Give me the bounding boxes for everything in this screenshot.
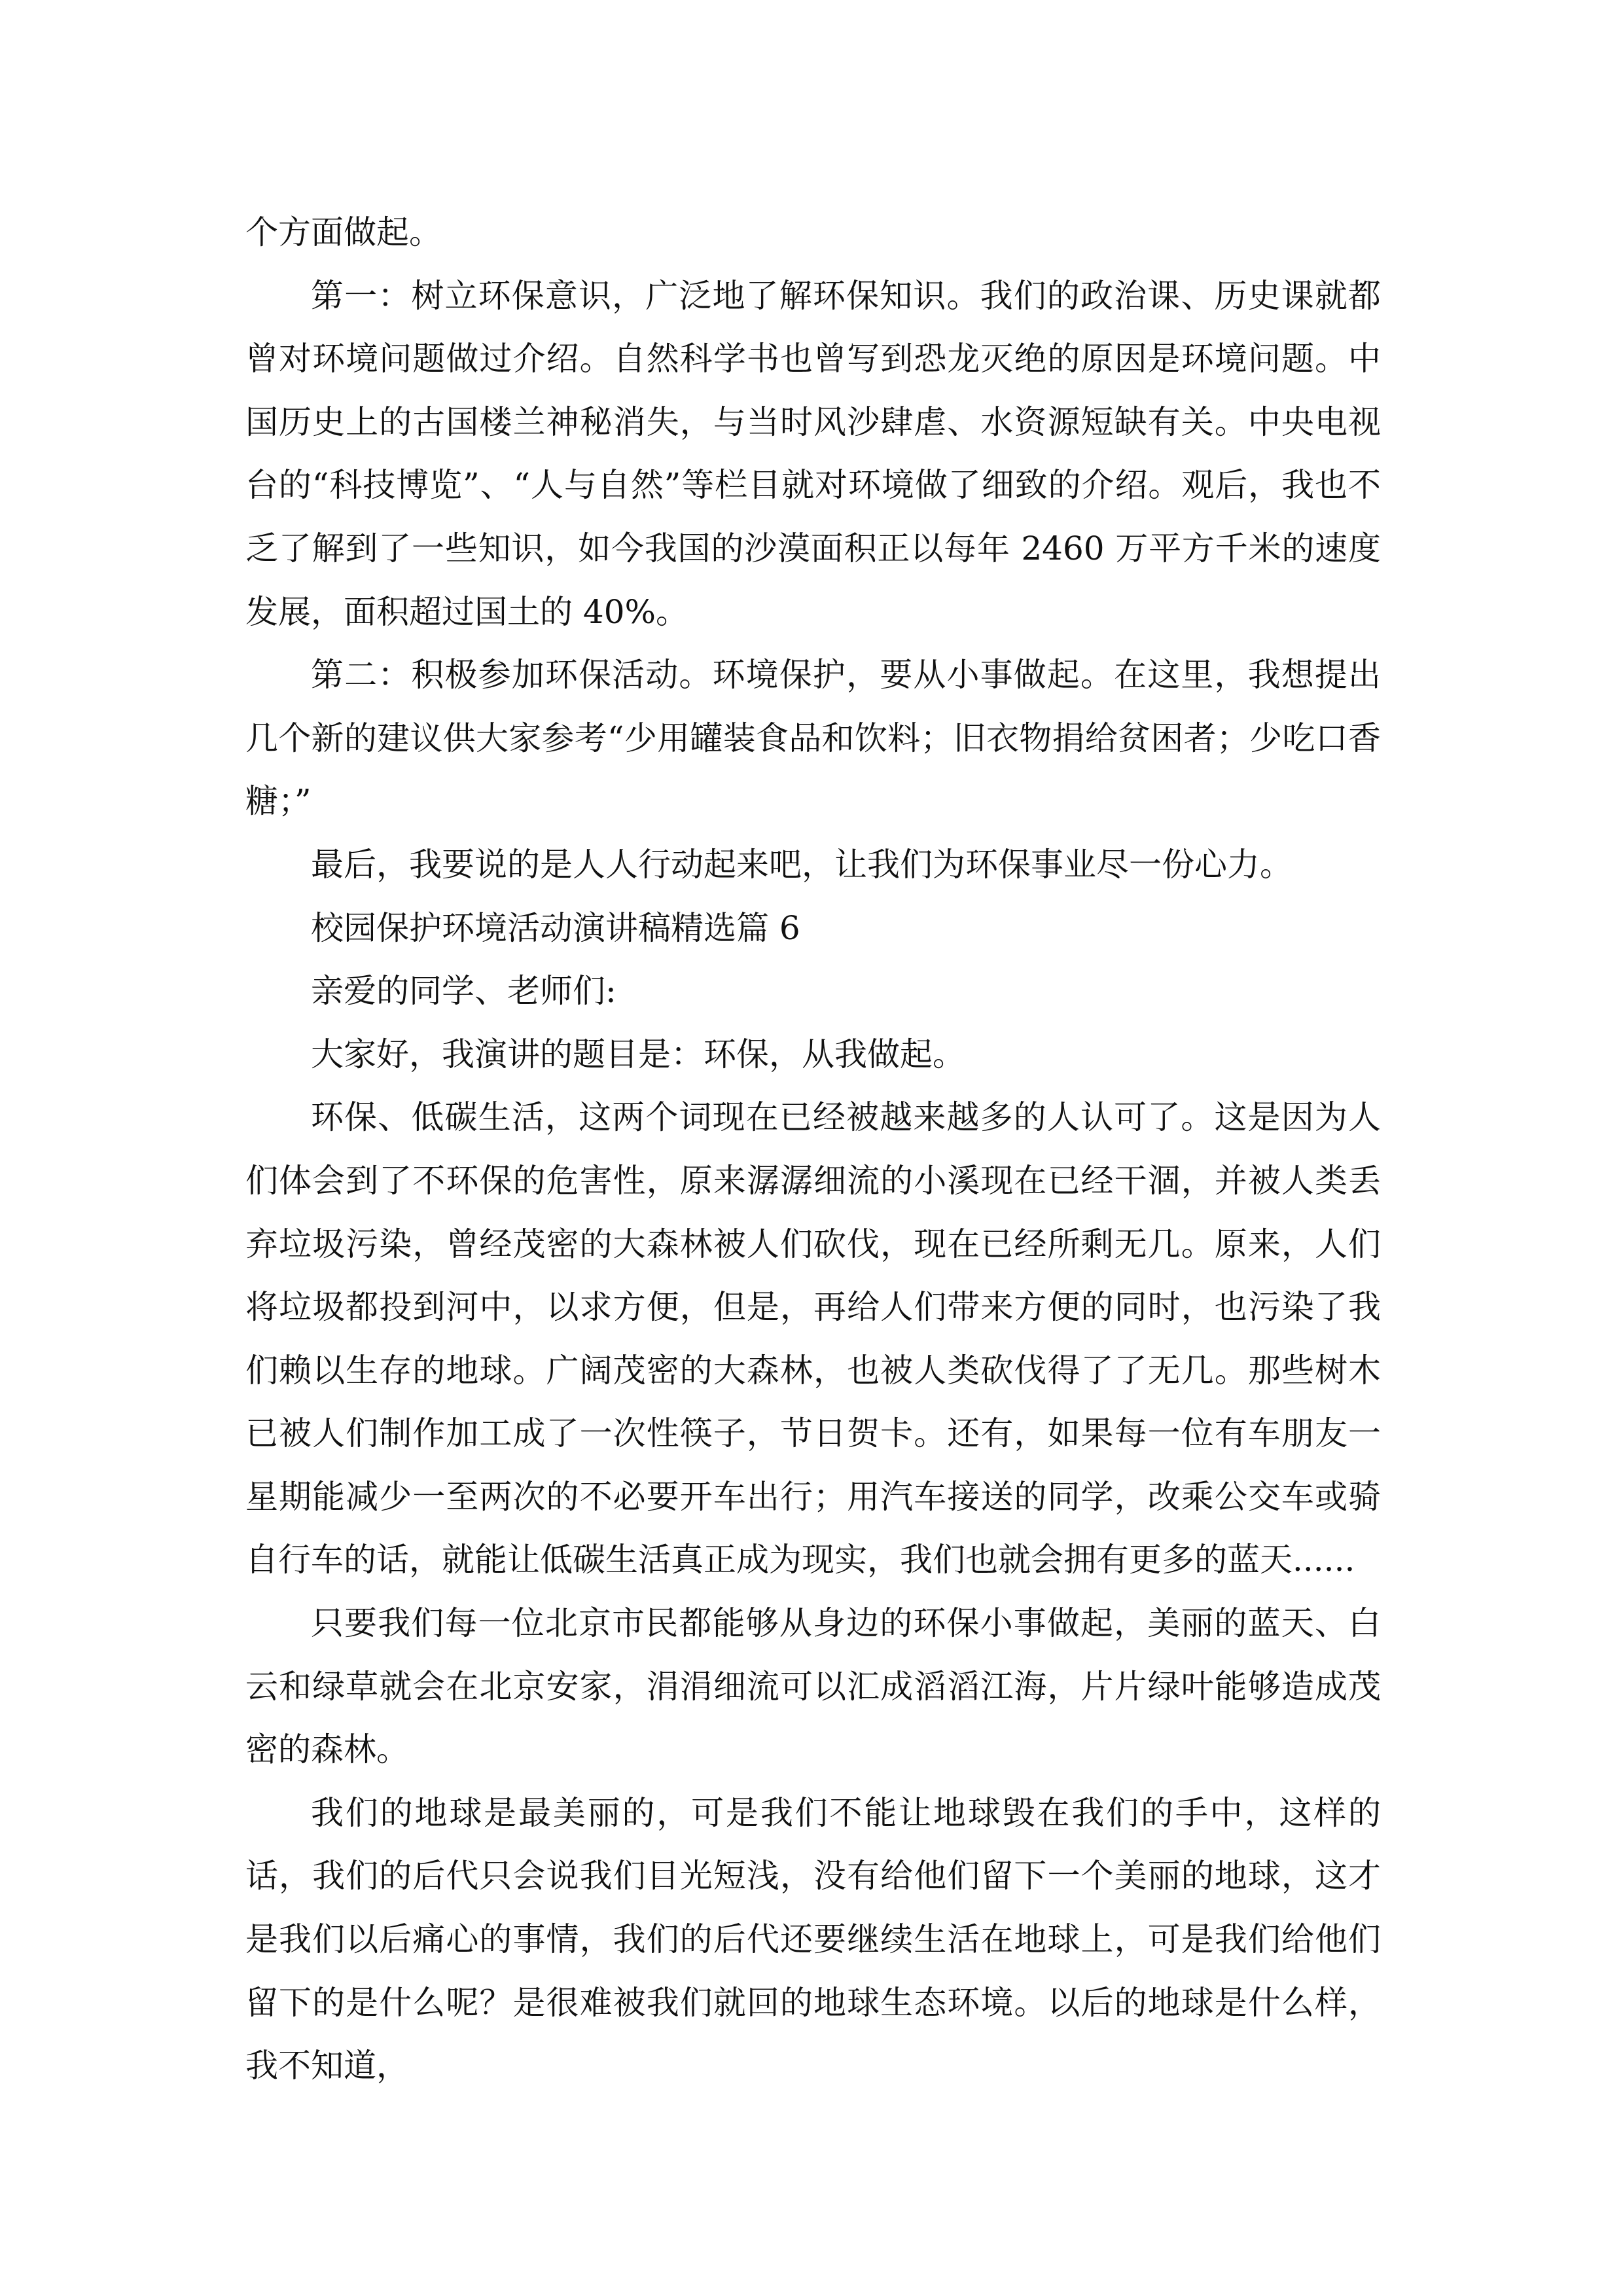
paragraph-continuation: 个方面做起。: [245, 213, 442, 251]
document-body: [245, 201, 1381, 2098]
salutation: 亲爱的同学、老师们:: [311, 972, 616, 1011]
paragraph-second-point: 第二：积极参加环保活动。环境保护，要从小事做起。在这里，我想提出几个新的建议供大家参考“少用罐装食品和饮料；旧衣物捐给贫困者；少吃口香糖；”: [245, 656, 1381, 821]
speech-topic: 大家好，我演讲的题目是：环保，从我做起。: [311, 1035, 965, 1073]
paragraph-beijing-citizens: 只要我们每一位北京市民都能够从身边的环保小事做起，美丽的蓝天、白云和绿草就会在北京安家，涓涓细流可以汇成滔滔江海，片片绿叶能够造成茂密的森林。: [245, 1604, 1381, 1769]
paragraph-conclusion: 最后，我要说的是人人行动起来吧，让我们为环保事业尽一份心力。: [311, 845, 1293, 884]
section-heading: 校园保护环境活动演讲稿精选篇 6: [311, 908, 800, 947]
paragraph-earth: 我们的地球是最美丽的，可是我们不能让地球毁在我们的手中，这样的话，我们的后代只会说我们目光短浅，没有给他们留下一个美丽的地球，这才是我们以后痛心的事情，我们的后代还要继续生活在地球上，可是我们给他们留下的是什么呢？是很难被我们就回的地球生态环境。以后的地球是什么样，我不知道，: [245, 1793, 1381, 2085]
paragraph-low-carbon: 环保、低碳生活，这两个词现在已经被越来越多的人认可了。这是因为人们体会到了不环保的危害性，原来潺潺细流的小溪现在已经干涸，并被人类丢弃垃圾污染，曾经茂密的大森林被人们砍伐，现在已经所剩无几。原来，人们将垃圾都投到河中，以求方便，但是，再给人们带来方便的同时，也污染了我们赖以生存的地球。广阔茂密的大森林，也被人类砍伐得了了无几。那些树木已被人们制作加工成了一次性筷子，节日贺卡。还有，如果每一位有车朋友一星期能减少一至两次的不必要开车出行；用汽车接送的同学，改乘公交车或骑自行车的话，就能让低碳生活真正成为现实，我们也就会拥有更多的蓝天......: [245, 1098, 1381, 1579]
paragraph-first-point: 第一：树立环保意识，广泛地了解环保知识。我们的政治课、历史课就都曾对环境问题做过介绍。自然科学书也曾写到恐龙灭绝的原因是环境问题。中国历史上的古国楼兰神秘消失，与当时风沙肆虐、水资源短缺有关。中央电视台的“科技博览”、“人与自然”等栏目就对环境做了细致的介绍。观后，我也不乏了解到了一些知识，如今我国的沙漠面积正以每年 2460 万平方千米的速度发展，面积超过国土的 40%。: [245, 276, 1381, 631]
